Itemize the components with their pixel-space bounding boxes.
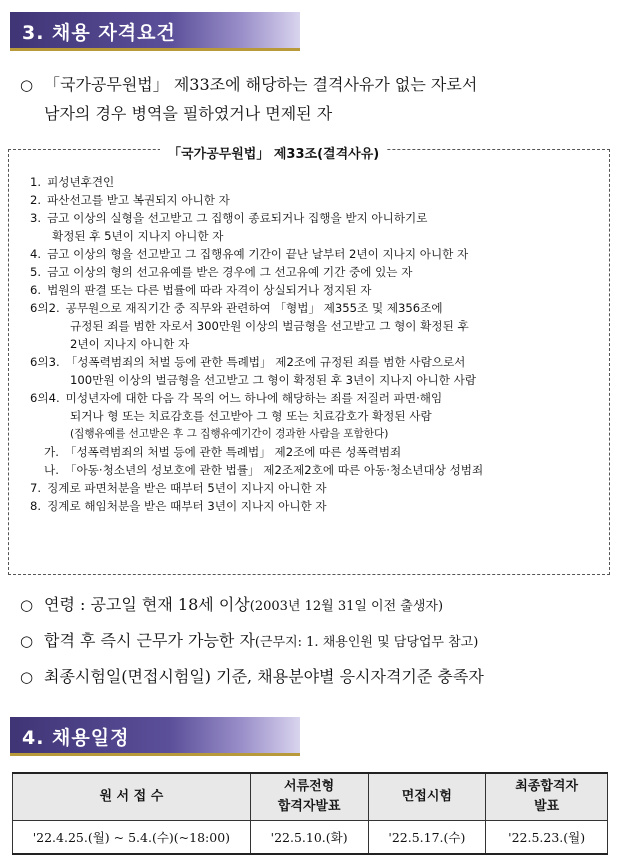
law-item	[30, 407, 605, 425]
law-item	[30, 461, 605, 479]
law-item-number: 7.	[30, 481, 42, 495]
law-item	[30, 443, 605, 461]
law-item	[30, 371, 605, 389]
schedule-row	[13, 820, 608, 854]
law-item	[30, 353, 605, 371]
law-item-text: 피성년후견인	[47, 175, 115, 189]
law-item-text: 징계로 파면처분을 받은 때부터 5년이 지나지 아니한 자	[47, 481, 327, 495]
law-item-number: 가.	[44, 445, 59, 459]
bullet-3-note: (근무지: 1. 채용인원 및 담당업무 참고)	[254, 635, 479, 650]
law-item-text: 공무원으로 재직기간 중 직무와 관련하여 「형법」 제355조 및 제356조에	[65, 301, 443, 315]
circle-bullet-icon: ○	[20, 668, 34, 686]
qualification-bullet-4	[20, 664, 484, 687]
law-item	[30, 317, 605, 335]
law-item-number: 1.	[30, 175, 42, 189]
law-item	[30, 263, 605, 281]
qualification-bullet-2	[20, 592, 443, 615]
law-item	[30, 245, 605, 263]
law-item	[30, 299, 605, 317]
law-items-list	[30, 173, 605, 515]
law-item	[30, 389, 605, 407]
law-item-text: 되거나 형 또는 치료감호를 선고받아 그 형 또는 치료감호가 확정된 사람	[70, 409, 432, 423]
law-item-text: 규정된 죄를 범한 자로서 300만원 이상의 벌금형을 선고받고 그 형이 확정된 후	[70, 319, 469, 333]
law-item-text: 100만원 이상의 벌금형을 선고받고 그 형이 확정된 후 3년이 지나지 아니한 사람	[70, 373, 477, 387]
law-item	[30, 479, 605, 497]
law-item	[30, 173, 605, 191]
law-box-title: 「국가공무원법」 제33조(결격사유)	[160, 143, 387, 162]
law-item-number: 3.	[30, 211, 42, 225]
law-item-text: 법원의 판결 또는 다른 법률에 따라 자격이 상실되거나 정지된 자	[47, 283, 372, 297]
law-item-text: 확정된 후 5년이 지나지 아니한 자	[52, 229, 224, 243]
schedule-cell-final-result: '22.5.23.(월)	[486, 820, 608, 854]
law-item-number: 6의2.	[30, 301, 60, 315]
law-item-number: 2.	[30, 193, 42, 207]
qualification-bullet-1	[20, 72, 477, 95]
bullet-2-note: (2003년 12월 31일 이전 출생자)	[249, 599, 444, 614]
law-item-number: 4.	[30, 247, 42, 261]
law-item-text: 「아동·청소년의 성보호에 관한 법률」 제2조제2호에 따른 아동·청소년대상 성범죄	[64, 463, 484, 477]
law-item-text: 미성년자에 대한 다음 각 목의 어느 하나에 해당하는 죄를 저질러 파면·해임	[65, 391, 443, 405]
section-4-header	[10, 717, 300, 753]
bullet-2-text: 연령 : 공고일 현재 18세 이상	[44, 595, 250, 614]
law-item-number: 6.	[30, 283, 42, 297]
law-item-text: 징계로 해임처분을 받은 때부터 3년이 지나지 아니한 자	[47, 499, 327, 513]
bullet-1-line-2: 남자의 경우 병역을 필하였거나 면제된 자	[44, 104, 333, 123]
schedule-header-final-result: 최종합격자 발표	[486, 773, 608, 820]
law-item-text: 금고 이상의 형의 선고유예를 받은 경우에 그 선고유예 기간 중에 있는 자	[47, 265, 413, 279]
law-item-number: 5.	[30, 265, 42, 279]
bullet-3-text: 합격 후 즉시 근무가 가능한 자	[44, 631, 255, 650]
circle-bullet-icon: ○	[20, 632, 34, 650]
bullet-4-text: 최종시험일(면접시험일) 기준, 채용분야별 응시자격기준 충족자	[44, 667, 484, 686]
circle-bullet-icon: ○	[20, 596, 34, 614]
law-item-text: 「성폭력범죄의 처벌 등에 관한 특례법」 제2조에 규정된 죄를 범한 사람으로서	[65, 355, 466, 369]
law-item-text: 금고 이상의 형을 선고받고 그 집행유예 기간이 끝난 날부터 2년이 지나지 아니한 자	[47, 247, 469, 261]
bullet-1-line-1: 「국가공무원법」 제33조에 해당하는 결격사유가 없는 자로서	[44, 75, 478, 94]
law-item	[30, 281, 605, 299]
circle-bullet-icon: ○	[20, 76, 34, 94]
section-3-title: 3. 채용 자격요건	[22, 22, 176, 44]
law-item	[30, 335, 605, 353]
qualification-bullet-3	[20, 628, 478, 651]
schedule-cell-document-result: '22.5.10.(화)	[250, 820, 368, 854]
schedule-header-application: 원 서 접 수	[13, 773, 251, 820]
schedule-header-document-result: 서류전형 합격자발표	[250, 773, 368, 820]
section-3-header	[10, 12, 300, 48]
law-item-text: 「성폭력범죄의 처벌 등에 관한 특례법」 제2조에 따른 성폭력범죄	[64, 445, 402, 459]
schedule-header-interview: 면접시험	[368, 773, 486, 820]
law-item-text: 2년이 지나지 아니한 자	[70, 337, 190, 351]
law-item-text: 금고 이상의 실형을 선고받고 그 집행이 종료되거나 집행을 받지 아니하기로	[47, 211, 428, 225]
qualification-bullet-1-cont	[44, 101, 332, 124]
law-item	[30, 227, 605, 245]
law-item	[30, 497, 605, 515]
section-4-title: 4. 채용일정	[22, 727, 130, 749]
schedule-cell-interview: '22.5.17.(수)	[368, 820, 486, 854]
law-item-number: 6의4.	[30, 391, 60, 405]
schedule-cell-application: '22.4.25.(월) ~ 5.4.(수)(~18:00)	[13, 820, 251, 854]
schedule-table	[12, 772, 608, 855]
law-item-number: 8.	[30, 499, 42, 513]
schedule-header-row	[13, 773, 608, 820]
law-item-number: 나.	[44, 463, 59, 477]
law-item	[30, 191, 605, 209]
law-item	[30, 425, 605, 443]
law-item-text: 파산선고를 받고 복권되지 아니한 자	[47, 193, 230, 207]
law-item-number: 6의3.	[30, 355, 60, 369]
law-item	[30, 209, 605, 227]
law-item-text: (집행유예를 선고받은 후 그 집행유예기간이 경과한 사람을 포함한다)	[70, 428, 389, 440]
